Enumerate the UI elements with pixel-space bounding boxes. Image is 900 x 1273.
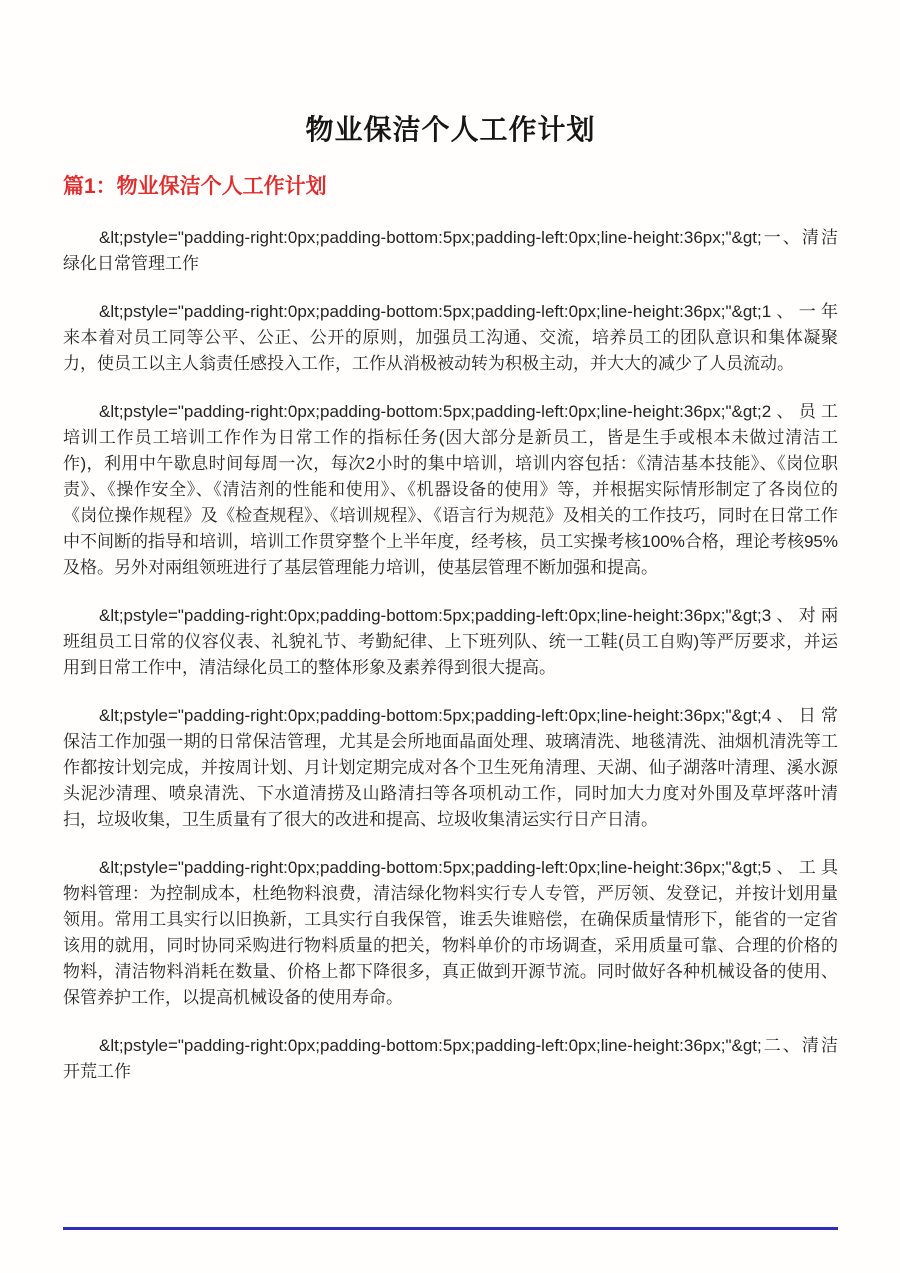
section-heading: 篇1：物业保洁个人工作计划	[63, 175, 327, 198]
paragraph: &lt;pstyle="padding-right:0px;padding-bottom:5px;padding-left:0px;line-height:36px;"&gt;二、清洁开荒工作	[63, 1036, 838, 1081]
bottom-divider-rule	[63, 1227, 838, 1230]
paragraph: &lt;pstyle="padding-right:0px;padding-bottom:5px;padding-left:0px;line-height:36px;"&gt;4、日常保洁工作加强一期的日常保洁管理，尤其是会所地面晶面处理、玻璃清洗、地毯清洗、油烟机清洗等工作都按计划完成，并按周计划、月计划定期完成对各个卫生死角清理、天湖、仙子湖落叶清理、溪水源头泥沙清理、喷泉清洗、下水道清捞及山路清扫等各项机动工作，同时加大力度对外围及草坪落叶清扫，垃圾收集，卫生质量有了很大的改进和提高、垃圾收集清运实行日产日清。	[63, 706, 838, 829]
body-paragraphs	[63, 225, 838, 1085]
page-title: 物业保洁个人工作计划	[305, 114, 596, 145]
paragraph: &lt;pstyle="padding-right:0px;padding-bottom:5px;padding-left:0px;line-height:36px;"&gt;3、对兩班组员工日常的仪容仪表、礼貌礼节、考勤紀律、上下班列队、统一工鞋(员工自购)等严厉要求，并运用到日常工作中，清洁绿化员工的整体形象及素养得到很大提高。	[63, 606, 838, 677]
paragraph: &lt;pstyle="padding-right:0px;padding-bottom:5px;padding-left:0px;line-height:36px;"&gt;一、清洁绿化日常管理工作	[63, 228, 838, 273]
paragraph: &lt;pstyle="padding-right:0px;padding-bottom:5px;padding-left:0px;line-height:36px;"&gt;1、一年来本着对员工同等公平、公正、公开的原则，加强员工沟通、交流，培养员工的团队意识和集体凝聚力，使员工以主人翁责任感投入工作，工作从消极被动转为积极主动，并大大的减少了人员流动。	[63, 302, 838, 373]
paragraph: &lt;pstyle="padding-right:0px;padding-bottom:5px;padding-left:0px;line-height:36px;"&gt;5、工具物料管理：为控制成本，杜绝物料浪费，清洁绿化物料实行专人专管，严厉领、发登记，并按计划用量领用。常用工具实行以旧换新，工具实行自我保管，谁丢失谁赔偿，在确保质量情形下，能省的一定省该用的就用，同时协同采购进行物料质量的把关，物料单价的市场调查，采用质量可靠、合理的价格的物料，清洁物料消耗在数量、价格上都下降很多，真正做到开源节流。同时做好各种机械设备的使用、保管养护工作，以提高机械设备的使用寿命。	[63, 858, 838, 1007]
paragraph: &lt;pstyle="padding-right:0px;padding-bottom:5px;padding-left:0px;line-height:36px;"&gt;2、员工培训工作员工培训工作作为日常工作的指标任务(因大部分是新员工，皆是生手或根本未做过清洁工作)，利用中午歇息时间每周一次，每次2小时的集中培训，培训内容包括：《清洁基本技能》、《岗位职责》、《操作安全》、《清洁剂的性能和使用》、《机器设备的使用》等，并根据实际情形制定了各岗位的《岗位操作规程》及《检查规程》、《培训规程》、《语言行为规范》及相关的工作技巧，同时在日常工作中不间断的指导和培训，培训工作贯穿整个上半年度，经考核，员工实操考核100%合格，理论考核95%及格。另外对兩组领班进行了基层管理能力培训，使基层管理不断加强和提高。	[63, 402, 838, 577]
